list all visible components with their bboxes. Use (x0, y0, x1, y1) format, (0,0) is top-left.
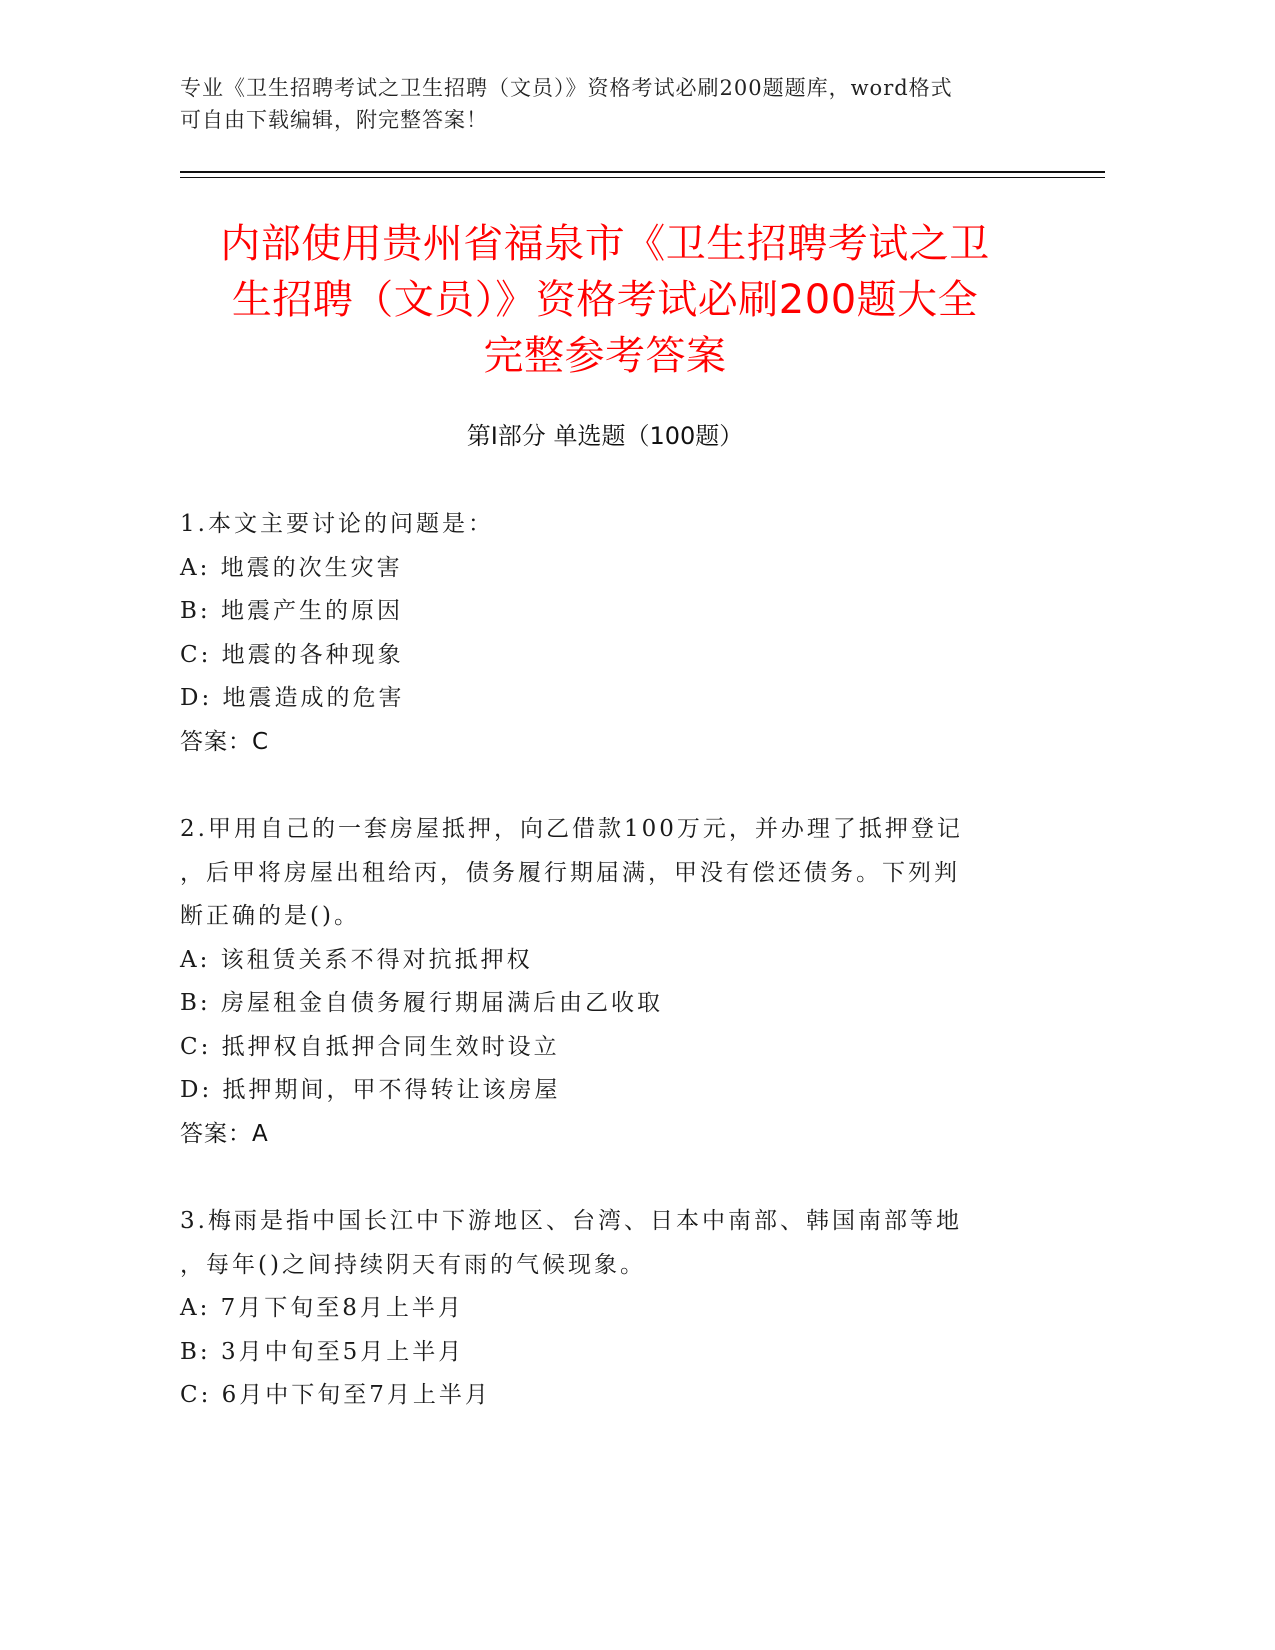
header-divider-thin (180, 177, 1105, 178)
title-line-1: 内部使用贵州省福泉市《卫生招聘考试之卫 (220, 221, 990, 267)
option-d: D: 抵押期间，甲不得转让该房屋 (180, 1077, 561, 1103)
question-stem: ，后甲将房屋出租给丙，债务履行期届满，甲没有偿还债务。下列判 (180, 859, 960, 886)
option-c: C: 6月中下旬至7月上半月 (180, 1382, 491, 1408)
header-divider-thick (180, 171, 1105, 173)
option-b: B: 3月中旬至5月上半月 (180, 1338, 465, 1365)
question-2 (180, 808, 1030, 1156)
option-b: B: 地震产生的原因 (180, 598, 403, 624)
question-stem: 1.本文主要讨论的问题是： (180, 511, 494, 537)
question-stem: 2.甲用自己的一套房屋抵押，向乙借款100万元，并办理了抵押登记 (180, 816, 963, 842)
header-note (180, 72, 1030, 136)
header-note-line-2: 可自由下载编辑，附完整答案！ (180, 108, 488, 132)
title-line-3: 完整参考答案 (483, 333, 727, 379)
question-list (180, 503, 1030, 1462)
document-title (150, 216, 1060, 384)
header-note-line-1: 专业《卫生招聘考试之卫生招聘（文员）》资格考试必刷200题题库，word格式 (180, 76, 953, 100)
option-a: A: 7月下旬至8月上半月 (180, 1295, 464, 1321)
section-heading: 第Ⅰ部分 单选题（100题） (466, 422, 744, 450)
option-a: A: 该租赁关系不得对抗抵押权 (180, 946, 533, 973)
question-stem: ，每年()之间持续阴天有雨的气候现象。 (180, 1251, 646, 1278)
answer: 答案：A (180, 1120, 269, 1147)
question-stem: 断正确的是()。 (180, 903, 360, 929)
question-stem: 3.梅雨是指中国长江中下游地区、台湾、日本中南部、韩国南部等地 (180, 1208, 962, 1234)
title-line-2: 生招聘（文员）》资格考试必刷200题大全 (231, 277, 979, 323)
question-1 (180, 503, 1030, 764)
option-c: C: 抵押权自抵押合同生效时设立 (180, 1033, 560, 1060)
answer: 答案：C (180, 728, 270, 755)
option-b: B: 房屋租金自债务履行期届满后由乙收取 (180, 990, 663, 1016)
option-d: D: 地震造成的危害 (180, 685, 405, 711)
option-c: C: 地震的各种现象 (180, 641, 404, 668)
question-3 (180, 1200, 1030, 1418)
option-a: A: 地震的次生灾害 (180, 554, 403, 581)
